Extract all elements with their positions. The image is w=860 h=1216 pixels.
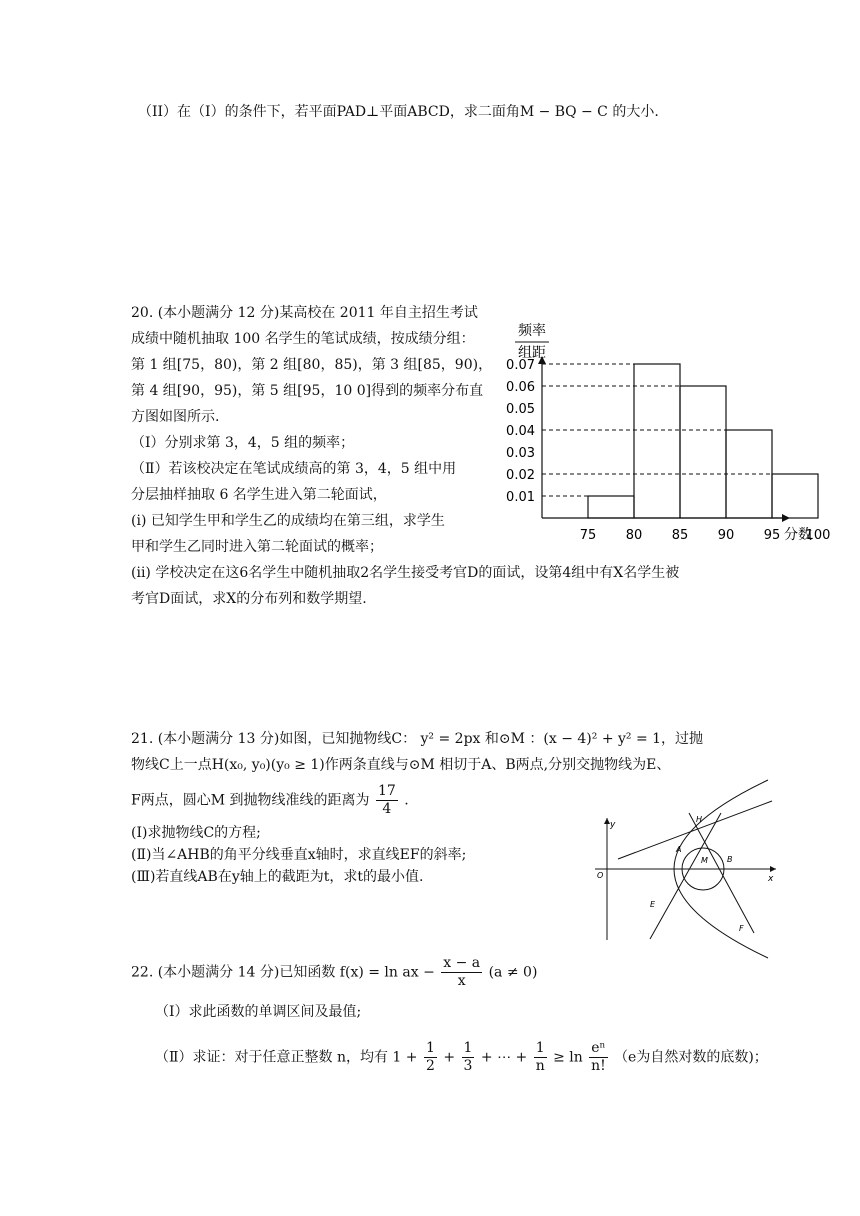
q21-text xyxy=(131,726,703,778)
x-tick-label: 95 xyxy=(763,528,781,543)
y-axis-label-top: 频率 xyxy=(518,323,546,339)
histogram-bar xyxy=(588,496,634,518)
q20-line: 第 1 组[75，80)，第 2 组[80，85)，第 3 组[85，90)， xyxy=(131,357,493,373)
label-x: x xyxy=(768,874,774,884)
q20-line: 第 4 组[90，95)，第 5 组[95，10 0]得到的频率分布直 xyxy=(131,383,484,399)
q20-line: (ⅰ) 已知学生甲和学生乙的成绩均在第三组，求学生 xyxy=(131,513,445,529)
q21-part2: (Ⅱ)当∠AHB的角平分线垂直x轴时，求直线EF的斜率; xyxy=(131,847,467,863)
q22-ineq: ≥ ln xyxy=(553,1049,583,1066)
q22-part1: （Ⅰ）求此函数的单调区间及最值; xyxy=(155,1004,362,1020)
q21-part1: (Ⅰ)求抛物线C的方程; xyxy=(131,825,261,841)
y-tick-label: 0.02 xyxy=(506,468,535,483)
y-tick-label: 0.04 xyxy=(506,424,535,439)
frac-numerator: 17 xyxy=(377,783,396,799)
q22-stem-text: 22. (本小题满分 14 分)已知函数 f(x) = ln ax − xyxy=(131,964,435,981)
histogram-bar xyxy=(772,474,818,518)
histogram-bar xyxy=(634,364,680,518)
y-tick-label: 0.07 xyxy=(506,358,535,373)
label-o: O xyxy=(597,871,604,880)
label-e: E xyxy=(650,900,656,909)
q21-distance-fraction xyxy=(376,783,398,818)
label-y: y xyxy=(610,820,616,830)
label-h: H xyxy=(696,815,703,824)
x-tick-label: 85 xyxy=(671,528,689,543)
q21-line2: 物线C上一点H(x₀, y₀)(y₀ ≥ 1)作两条直线与⊙M 相切于A、B两点,分别交抛物线为E、 xyxy=(131,757,671,773)
y-axis-label-bottom: 组距 xyxy=(518,345,546,361)
q20-line: 方图如图所示. xyxy=(131,409,220,425)
q19-part2: （II）在（I）的条件下，若平面PAD⊥平面ABCD，求二面角M − BQ − C 的大小. xyxy=(138,104,659,120)
term-1-2: $\frac{1}{2}$ xyxy=(425,1040,435,1074)
q20-line: (ⅱ) 学校决定在这6名学生中随机抽取2名学生接受考官D的面试，设第4组中有X名学生被 xyxy=(131,565,680,581)
q22-fraction xyxy=(441,955,482,990)
frac-numerator: x − a xyxy=(443,955,481,971)
q21-line3-end: . xyxy=(404,792,409,809)
q22-condition: (a ≠ 0) xyxy=(488,964,538,981)
histogram-bar xyxy=(680,386,726,518)
frac-denominator: 4 xyxy=(382,800,392,817)
rhs-fraction: $\frac{\text{eⁿ}}{n!}$ xyxy=(591,1040,606,1074)
y-tick-label: 0.05 xyxy=(506,402,535,417)
q21-parts xyxy=(131,822,466,888)
label-m: M xyxy=(701,856,708,865)
q22-part2-end: （e为自然对数的底数)； xyxy=(614,1049,768,1066)
term-1-3: $\frac{1}{3}$ xyxy=(463,1040,473,1074)
frac-denominator: x xyxy=(457,972,466,989)
x-tick-label: 75 xyxy=(579,528,597,543)
q22-stem xyxy=(131,955,537,990)
x-tick-label: 90 xyxy=(717,528,735,543)
q21-line1: 21. (本小题满分 13 分)如图，已知抛物线C： y² = 2px 和⊙M ：(x − 4)² + y² = 1，过抛 xyxy=(131,731,704,747)
x-tick-label: 80 xyxy=(625,528,643,543)
parabola-circle-figure xyxy=(590,815,780,940)
y-tick-label: 0.06 xyxy=(506,380,535,395)
label-b: B xyxy=(727,855,733,864)
q20-line: 成绩中随机抽取 100 名学生的笔试成绩，按成绩分组： xyxy=(131,331,475,347)
q20-line: 分层抽样抽取 6 名学生进入第二轮面试， xyxy=(131,487,387,503)
x-axis-label: 分数 xyxy=(784,527,812,543)
label-f: F xyxy=(739,924,744,933)
x-tick-label: 100 xyxy=(805,528,831,543)
q22-part2: （Ⅱ）求证：对于任意正整数 n，均有 1 + $\frac{1}{2}$ + $\frac{1}{3}$ + ⋯ + $\frac{1}{n}$ ≥ ln $\frac{\text{eⁿ}}{n!}$ （e为自然对数的底数)； xyxy=(155,1040,768,1074)
label-a: A xyxy=(676,845,682,854)
q20-line: 考官D面试，求X的分布列和数学期望. xyxy=(131,591,367,607)
q21-line3 xyxy=(131,783,409,818)
q20-line: 甲和学生乙同时进入第二轮面试的概率； xyxy=(131,539,383,555)
y-tick-label: 0.03 xyxy=(506,446,535,461)
q22-part2-text: （Ⅱ）求证：对于任意正整数 n，均有 1 + xyxy=(155,1049,418,1066)
q20-line: （Ⅰ）分别求第 3，4，5 组的频率； xyxy=(131,435,355,451)
term-1-n: $\frac{1}{n}$ xyxy=(535,1040,545,1074)
q21-part3: (Ⅲ)若直线AB在y轴上的截距为t，求t的最小值. xyxy=(131,869,424,885)
q21-line3-text: F两点，圆心M 到抛物线准线的距离为 xyxy=(131,792,370,809)
q20-line: 20. (本小题满分 12 分)某高校在 2011 年自主招生考试 xyxy=(131,305,478,321)
frequency-histogram xyxy=(490,318,831,550)
y-tick-label: 0.01 xyxy=(506,490,535,505)
q20-line: （Ⅱ）若该校决定在笔试成绩高的第 3，4，5 组中用 xyxy=(131,461,457,477)
